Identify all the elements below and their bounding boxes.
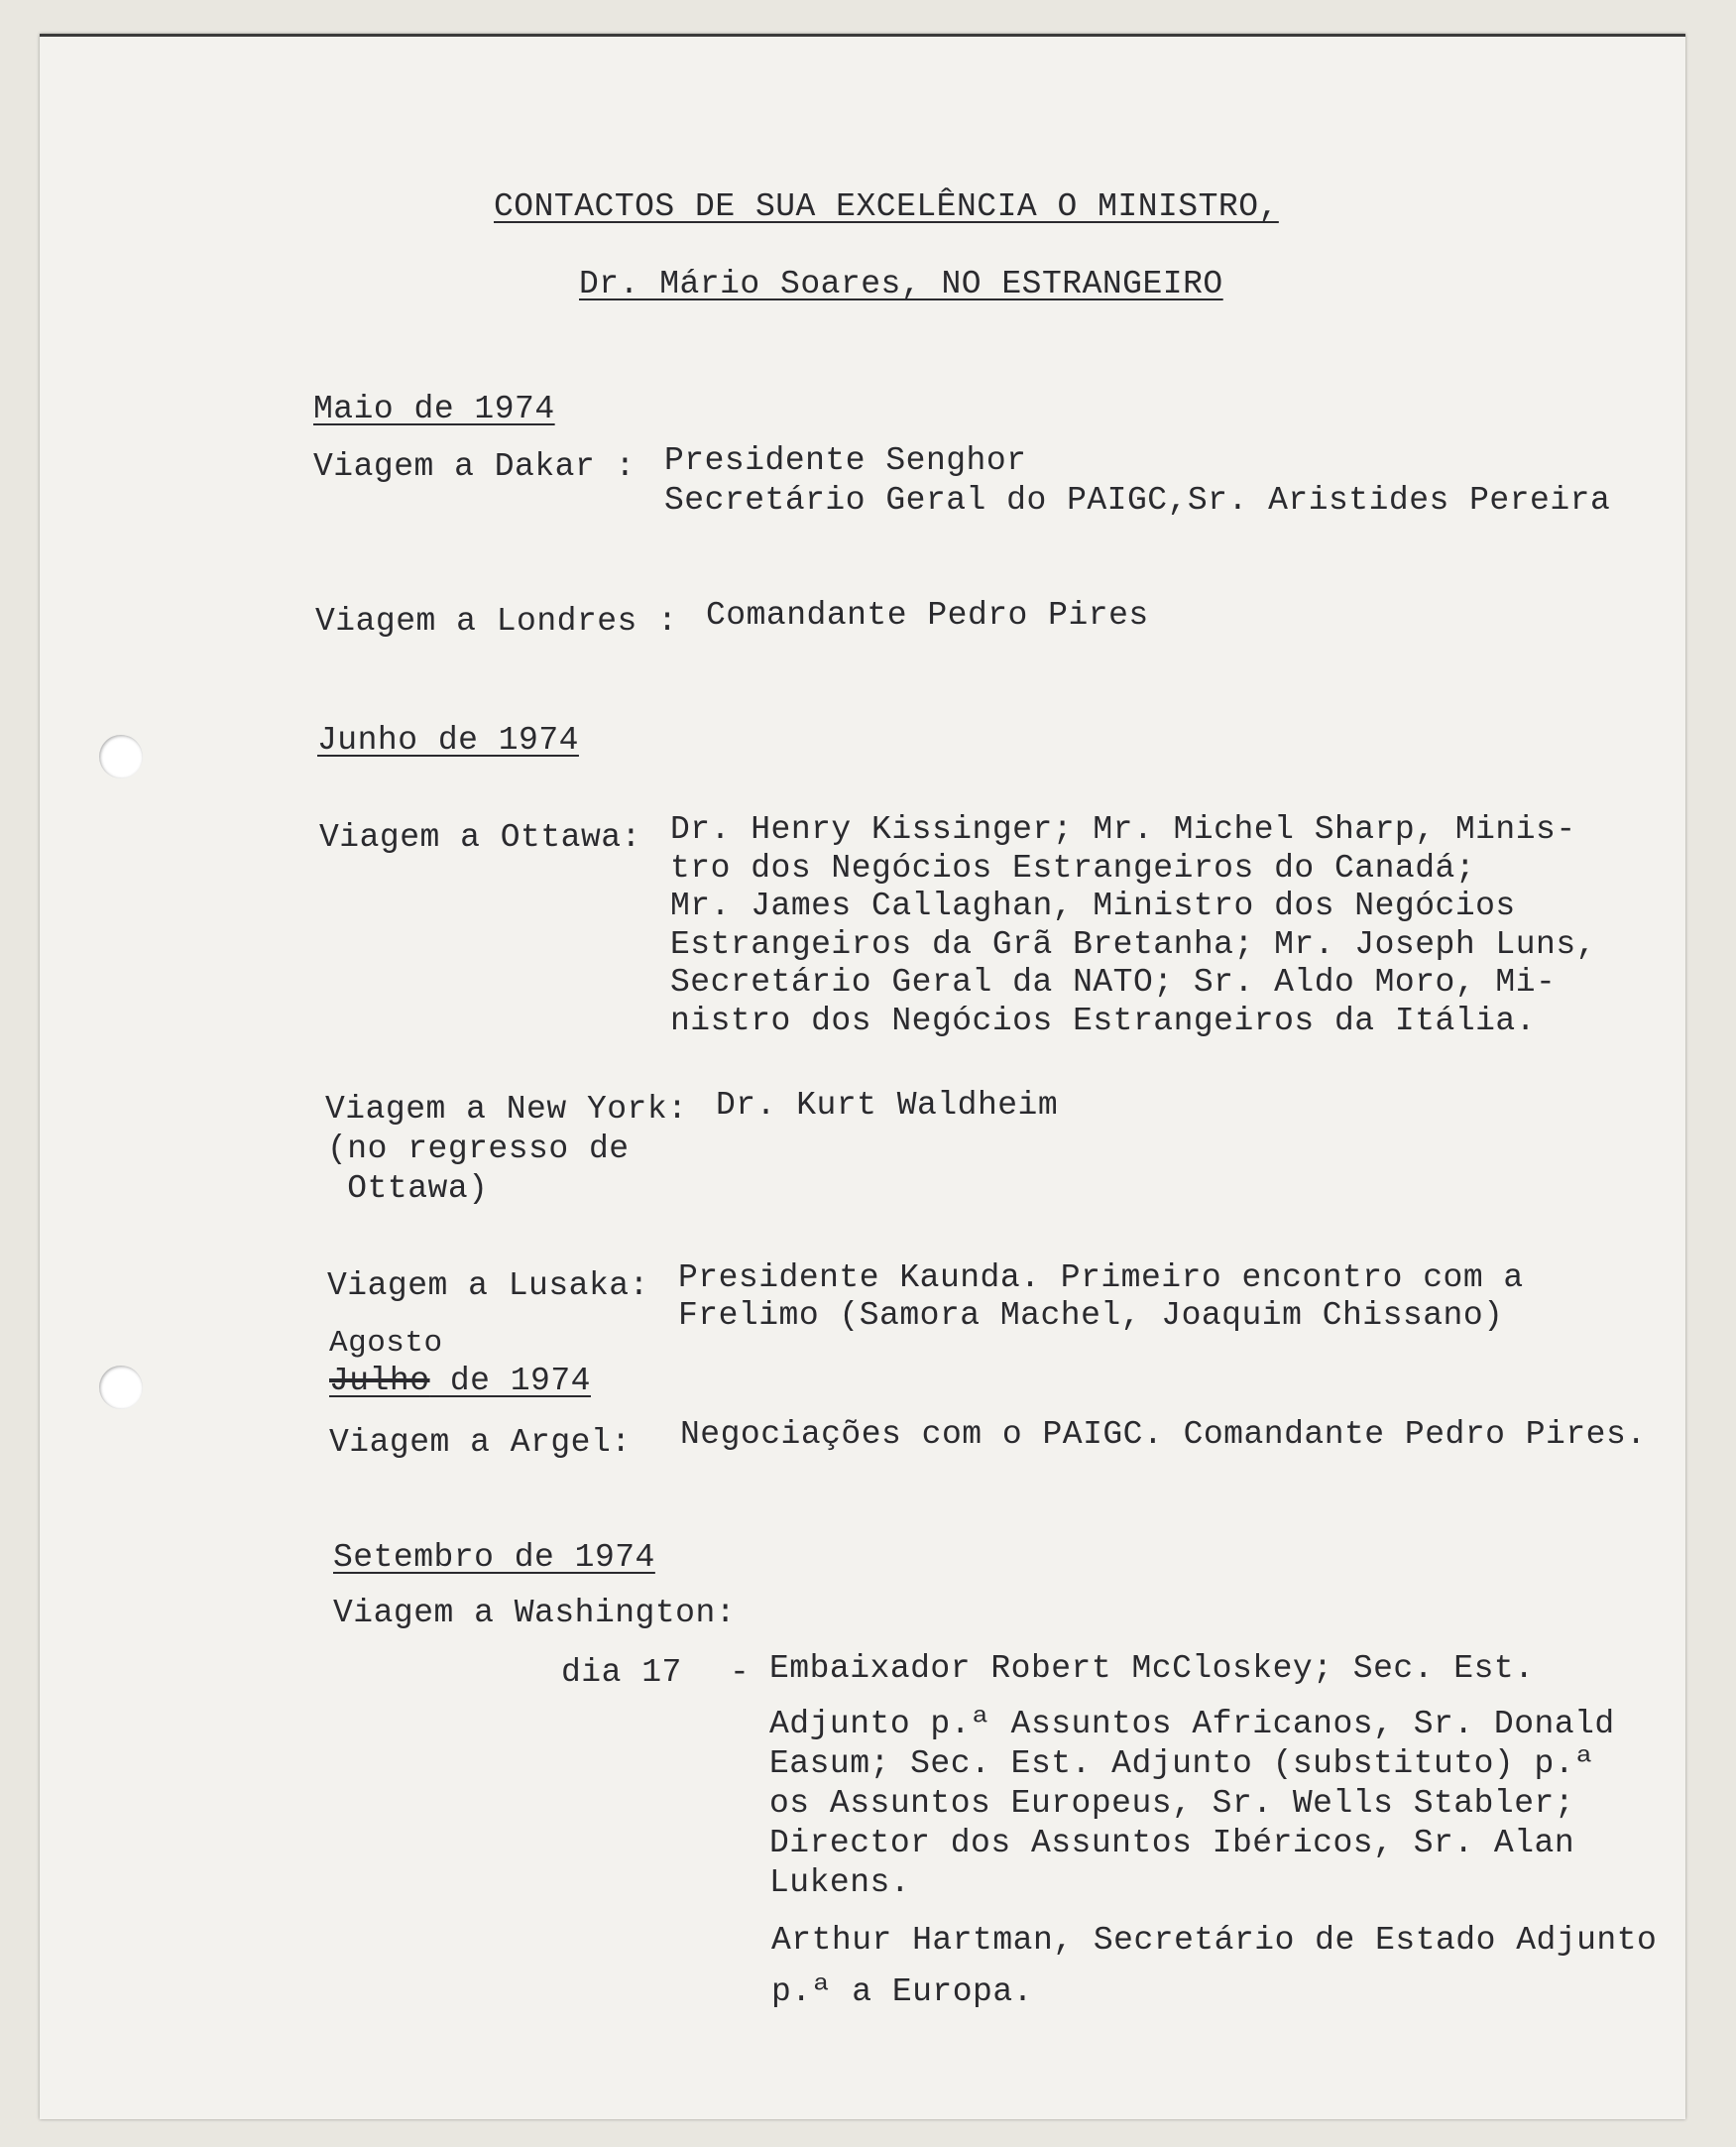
londres-label: Viagem a Londres : [315, 603, 678, 640]
washington-para2-line-3: os Assuntos Europeus, Sr. Wells Stabler; [769, 1785, 1575, 1822]
lusaka-label: Viagem a Lusaka: [327, 1267, 649, 1304]
struck-month: Julho [329, 1363, 430, 1399]
title-line-2: Dr. Mário Soares, NO ESTRANGEIRO [579, 266, 1223, 302]
heading-maio: Maio de 1974 [313, 391, 555, 427]
washington-para2-line-4: Director dos Assuntos Ibéricos, Sr. Alan [769, 1825, 1575, 1861]
ottawa-line-1: Dr. Henry Kissinger; Mr. Michel Sharp, Minis- [670, 811, 1576, 848]
washington-para1-line-1: Embaixador Robert McCloskey; Sec. Est. [769, 1650, 1535, 1687]
newyork-label-3: Ottawa) [327, 1170, 489, 1207]
dash: - [730, 1654, 751, 1691]
day-label: dia 17 [561, 1654, 682, 1691]
heading-setembro: Setembro de 1974 [333, 1539, 655, 1576]
ottawa-line-4: Estrangeiros da Grã Bretanha; Mr. Joseph Luns, [670, 926, 1596, 963]
dakar-line-2: Secretário Geral do PAIGC,Sr. Aristides Pereira [664, 482, 1611, 519]
newyork-label-1: Viagem a New York: [325, 1091, 688, 1128]
newyork-label-2: (no regresso de [327, 1131, 630, 1167]
washington-para3-line-1: Arthur Hartman, Secretário de Estado Adjunto [771, 1922, 1658, 1959]
argel-text: Negociações com o PAIGC. Comandante Pedro Pires. [680, 1416, 1647, 1453]
ottawa-label: Viagem a Ottawa: [319, 819, 641, 856]
handwritten-correction: Agosto [329, 1326, 443, 1361]
heading-agosto [329, 1363, 591, 1400]
washington-para2-line-1: Adjunto p.ª Assuntos Africanos, Sr. Donald [769, 1706, 1615, 1742]
dakar-line-1: Presidente Senghor [664, 442, 1027, 479]
washington-para3-line-2: p.ª a Europa. [771, 1973, 1033, 2010]
washington-label: Viagem a Washington: [333, 1595, 737, 1631]
title-line-1: CONTACTOS DE SUA EXCELÊNCIA O MINISTRO, [494, 188, 1279, 225]
heading-agosto-year: de 1974 [429, 1363, 591, 1399]
washington-para2-line-5: Lukens. [769, 1864, 911, 1901]
ottawa-line-6: nistro dos Negócios Estrangeiros da Itália. [670, 1003, 1537, 1039]
dakar-label: Viagem a Dakar : [313, 448, 636, 485]
ottawa-line-5: Secretário Geral da NATO; Sr. Aldo Moro, Mi- [670, 964, 1557, 1001]
londres-text: Comandante Pedro Pires [706, 597, 1149, 634]
punch-hole-upper [99, 735, 143, 778]
lusaka-line-2: Frelimo (Samora Machel, Joaquim Chissano) [678, 1297, 1504, 1334]
punch-hole-lower [99, 1366, 143, 1409]
ottawa-line-2: tro dos Negócios Estrangeiros do Canadá; [670, 850, 1476, 887]
washington-para2-line-2: Easum; Sec. Est. Adjunto (substituto) p.ª [769, 1745, 1595, 1782]
argel-label: Viagem a Argel: [329, 1424, 632, 1461]
ottawa-line-3: Mr. James Callaghan, Ministro dos Negócios [670, 888, 1516, 924]
newyork-text: Dr. Kurt Waldheim [716, 1087, 1059, 1124]
heading-junho: Junho de 1974 [317, 722, 579, 759]
lusaka-line-1: Presidente Kaunda. Primeiro encontro com a [678, 1259, 1524, 1296]
